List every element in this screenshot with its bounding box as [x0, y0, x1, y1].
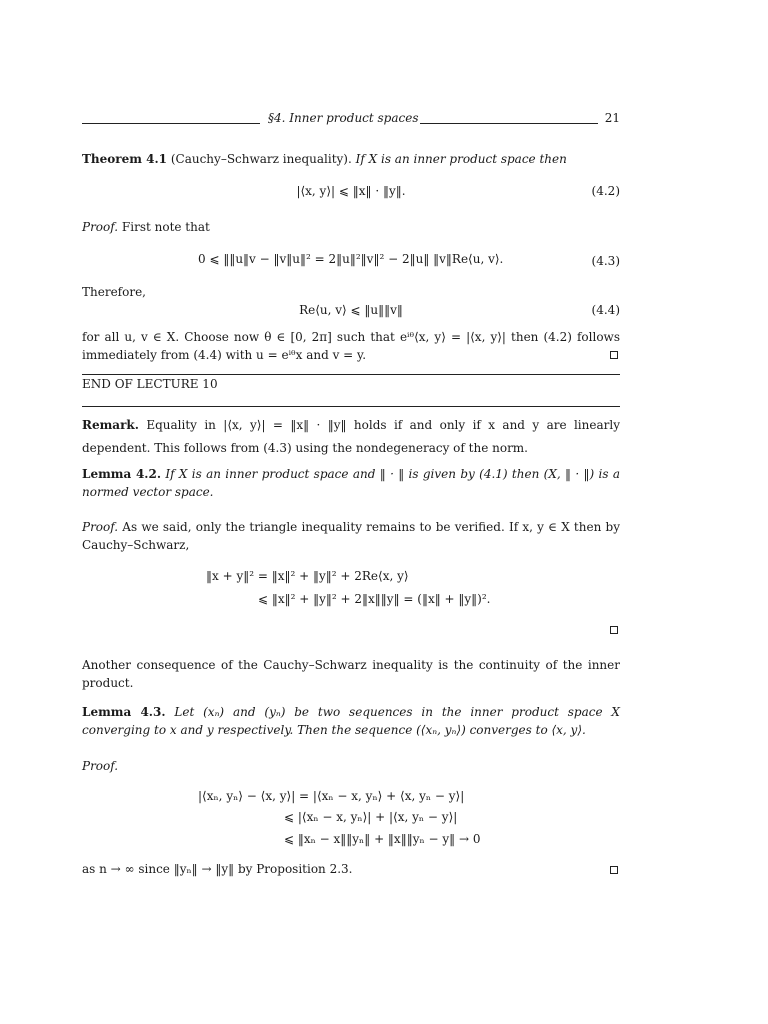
theorem-statement: If X is an inner product space then: [355, 152, 567, 166]
lemma-label: Lemma 4.2.: [82, 467, 161, 481]
proof-text: As we said, only the triangle inequality remains to be verified. If x, y ∈ X then by Cauchy–Schwarz,: [82, 520, 620, 552]
qed-box: [610, 866, 618, 874]
header-rule-right: [420, 123, 598, 124]
page-number: 21: [604, 111, 620, 125]
equation-4-3: 0 ⩽ ‖‖u‖v − ‖v‖u‖² = 2‖u‖²‖v‖² − 2‖u‖ ‖v‖Re⟨u, v⟩.: [198, 252, 504, 266]
theorem-label: Theorem 4.1: [82, 152, 168, 166]
proof-label: Proof.: [82, 520, 119, 534]
proof-label: Proof.: [82, 220, 119, 234]
remark: [82, 414, 620, 460]
proof-1-conclusion: for all u, v ∈ X. Choose now θ ∈ [0, 2π] such that eⁱᶿ⟨x, y⟩ = |⟨x, y⟩| then (4.2) follows immediately from (4.4) with u = eⁱᶿx and v = y.: [82, 330, 620, 362]
theorem-name: (Cauchy–Schwarz inequality).: [170, 152, 352, 166]
equation-4-2: |⟨x, y⟩| ⩽ ‖x‖ · ‖y‖.: [296, 184, 406, 198]
lecture-rule-bottom: [82, 406, 620, 407]
proof-3-line-2: ⩽ |⟨xₙ − x, yₙ⟩| + |⟨x, yₙ − y⟩|: [284, 810, 458, 824]
theorem-4-1: [82, 152, 567, 166]
lecture-rule-top: [82, 374, 620, 375]
lemma-statement: If X is an inner product space and ‖ · ‖ is given by (4.1) then (X, ‖ · ‖) is a normed vector space.: [82, 467, 620, 499]
proof-2-intro: [82, 518, 620, 554]
equation-number-4-4: (4.4): [591, 303, 620, 317]
proof-1-intro: [82, 220, 210, 234]
proof-3-line-3: ⩽ ‖xₙ − x‖‖yₙ‖ + ‖x‖‖yₙ − y‖ → 0: [284, 832, 481, 846]
lemma-4-3: [82, 703, 620, 739]
proof-2-line-1: ‖x + y‖² = ‖x‖² + ‖y‖² + 2Re⟨x, y⟩: [206, 569, 409, 583]
proof-2-line-2: ⩽ ‖x‖² + ‖y‖² + 2‖x‖‖y‖ = (‖x‖ + ‖y‖)².: [258, 592, 491, 606]
lemma-label: Lemma 4.3.: [82, 705, 166, 719]
equation-number-4-2: (4.2): [591, 184, 620, 198]
equation-4-4: Re⟨u, v⟩ ⩽ ‖u‖‖v‖: [299, 303, 403, 317]
qed-box: [610, 351, 618, 359]
end-of-lecture: END OF LECTURE 10: [82, 377, 218, 391]
proof-3-line-1: |⟨xₙ, yₙ⟩ − ⟨x, y⟩| = |⟨xₙ − x, yₙ⟩ + ⟨x, yₙ − y⟩|: [198, 789, 465, 803]
remark-text: Equality in |⟨x, y⟩| = ‖x‖ · ‖y‖ holds if and only if x and y are linearly dependent. This follows from (4.3) using the nondegeneracy of the norm.: [82, 418, 620, 455]
header-section-title: §4. Inner product spaces: [268, 111, 419, 125]
proof-text: First note that: [121, 220, 210, 234]
continuity-paragraph: Another consequence of the Cauchy–Schwarz inequality is the continuity of the inner product.: [82, 658, 620, 690]
lemma-statement: Let (xₙ) and (yₙ) be two sequences in the inner product space X converging to x and y respectively. Then the sequence (⟨xₙ, yₙ⟩) converges to ⟨x, y⟩.: [82, 705, 620, 737]
proof-3-ending: as n → ∞ since ‖yₙ‖ → ‖y‖ by Proposition 2.3.: [82, 862, 353, 876]
qed-box: [610, 626, 618, 634]
therefore-text: Therefore,: [82, 285, 146, 299]
header-rule-left: [82, 123, 260, 124]
page: [82, 0, 620, 1024]
lemma-4-2: [82, 465, 620, 501]
equation-number-4-3: (4.3): [591, 254, 620, 268]
proof-3-label: Proof.: [82, 759, 119, 773]
remark-label: Remark.: [82, 418, 139, 432]
